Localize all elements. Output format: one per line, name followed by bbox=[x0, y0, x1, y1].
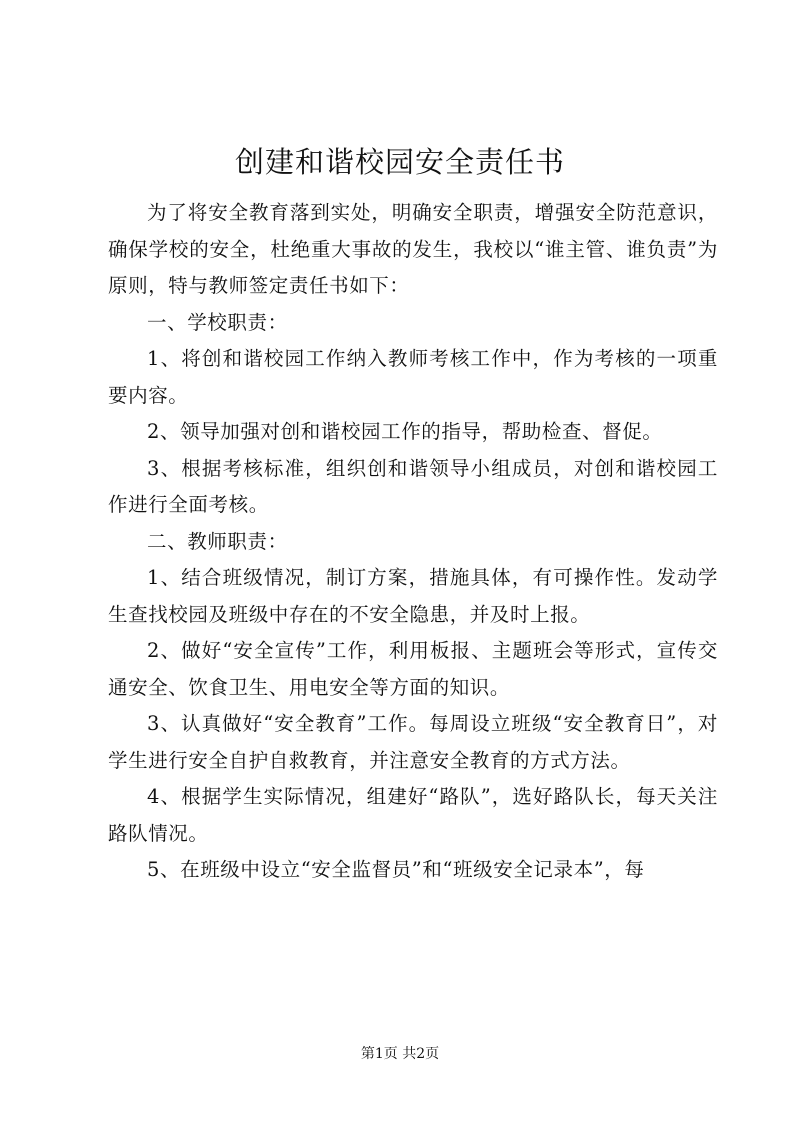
intro-paragraph: 为了将安全教育落到实处，明确安全职责，增强安全防范意识，确保学校的安全，杜绝重大事故的发生，我校以“谁主管、谁负责”为原则，特与教师签定责任书如下： bbox=[108, 201, 718, 297]
page-footer: 第1页 共2页 bbox=[360, 1046, 440, 1062]
school-duty-item-1: 1、将创和谐校园工作纳入教师考核工作中，作为考核的一项重要内容。 bbox=[108, 347, 718, 407]
teacher-duty-item-5: 5、在班级中设立“安全监督员”和“班级安全记录本”，每 bbox=[147, 858, 645, 881]
school-duty-item-2: 2、领导加强对创和谐校园工作的指导，帮助检查、督促。 bbox=[147, 420, 663, 443]
teacher-duty-item-1: 1、结合班级情况，制订方案，措施具体，有可操作性。发动学生查找校园及班级中存在的不安全隐患，并及时上报。 bbox=[108, 566, 718, 626]
teacher-duty-item-4: 4、根据学生实际情况，组建好“路队”，选好路队长，每天关注路队情况。 bbox=[108, 785, 718, 845]
school-duty-item-3: 3、根据考核标准，组织创和谐领导小组成员，对创和谐校园工作进行全面考核。 bbox=[108, 456, 718, 516]
section-heading-teacher-duties: 二、教师职责： bbox=[147, 529, 288, 553]
teacher-duty-item-3: 3、认真做好“安全教育”工作。每周设立班级“安全教育日”，对学生进行安全自护自救教育，并注意安全教育的方式方法。 bbox=[108, 712, 718, 772]
document-title: 创建和谐校园安全责任书 bbox=[234, 145, 565, 179]
teacher-duty-item-2: 2、做好“安全宣传”工作，利用板报、主题班会等形式，宣传交通安全、饮食卫生、用电安全等方面的知识。 bbox=[108, 639, 718, 699]
section-heading-school-duties: 一、学校职责： bbox=[147, 310, 288, 334]
document-body bbox=[108, 195, 718, 889]
